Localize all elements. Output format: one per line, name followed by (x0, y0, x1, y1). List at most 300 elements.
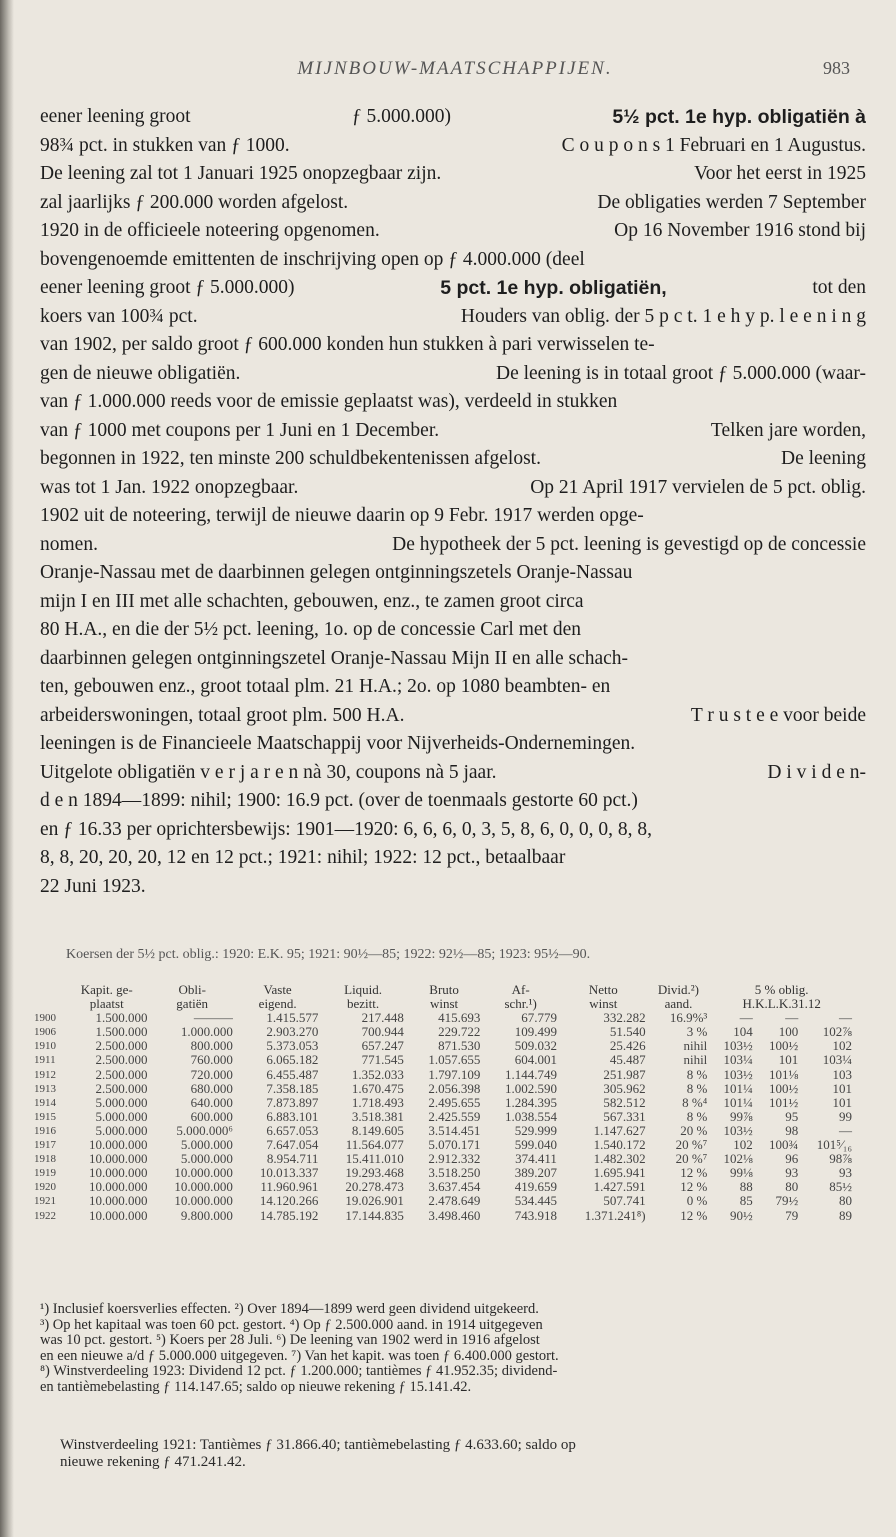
table-cell: 17.144.835 (345, 1207, 404, 1223)
table-cell: 80 (785, 1179, 799, 1195)
text-line (40, 531, 866, 560)
table-cell: — (839, 1122, 852, 1138)
table-cell: 99 (839, 1108, 852, 1124)
table-cell: 85½ (829, 1179, 852, 1195)
table-row (32, 1096, 854, 1110)
text-segment: De leening (780, 448, 866, 469)
column-header: plaatst (89, 996, 124, 1012)
table-cell: 79½ (775, 1193, 799, 1209)
table-cell: 2.912.332 (428, 1151, 481, 1167)
table-cell: 0 % (686, 1193, 708, 1209)
table-cell: 12 % (680, 1165, 708, 1181)
table-cell: 101 (832, 1080, 852, 1096)
table-cell: 16.9%³ (669, 1010, 708, 1026)
table-cell: 101¼ (723, 1094, 753, 1110)
column-header: Kapit. ge- (80, 982, 133, 997)
text-line (40, 787, 866, 816)
table-cell: 15.411.010 (345, 1151, 404, 1167)
table-cell: 1.057.655 (428, 1052, 481, 1068)
text-segment: Op 21 April 1917 vervielen de 5 pct. oblig. (530, 476, 866, 498)
text-segment: 5 pct. 1e hyp. obligatiën, (440, 277, 667, 299)
year-cell: 1915 (34, 1110, 56, 1123)
table-cell: 100¾ (768, 1137, 799, 1153)
table-cell: 760.000 (190, 1052, 233, 1068)
table-cell: 25.426 (609, 1038, 646, 1054)
note-line: ⁸) Winstverdeeling 1923: Dividend 12 pct. ƒ 1.200.000; tantièmes ƒ 41.952.35; dividend- (40, 1364, 558, 1379)
table-row (32, 1180, 854, 1194)
table-cell: 10.000.000 (88, 1151, 148, 1167)
table-cell: ——— (193, 1010, 233, 1026)
table-header-row (32, 997, 854, 1011)
table-cell: 45.487 (609, 1052, 646, 1068)
text-line (40, 873, 866, 902)
table-cell: 101 (832, 1094, 852, 1110)
table-cell: 6.065.182 (266, 1052, 319, 1068)
text-line (40, 417, 866, 446)
column-header (32, 983, 64, 997)
text-segment: eener leening groot ƒ 5.000.000) (40, 277, 295, 298)
table-cell: 102⅛ (723, 1151, 753, 1167)
table-cell: 99⅛ (730, 1165, 753, 1181)
text-segment: was tot 1 Jan. 1922 onopzegbaar. (40, 476, 299, 498)
financial-table (32, 983, 854, 1223)
table-cell: 8 % (686, 1066, 708, 1082)
note-line: Winstverdeeling 1921: Tantièmes ƒ 31.866.40; tantièmebelasting ƒ 4.633.60; saldo op (60, 1437, 576, 1453)
table-cell: 3.498.460 (428, 1207, 481, 1223)
table-cell: 3.637.454 (428, 1179, 481, 1195)
table-row (32, 1124, 854, 1138)
note-line: ³) Op het kapitaal was toen 60 pct. gestort. ⁴) Op ƒ 2.500.000 aand. in 1914 uitgegeven (40, 1317, 543, 1333)
table-cell: 103 (832, 1066, 852, 1082)
table-cell: 534.445 (514, 1193, 557, 1209)
text-line (40, 360, 866, 389)
table-cell: 100 (778, 1024, 799, 1040)
text-segment: d e n 1894—1899: nihil; 1900: 16.9 pct. (over de toenmaals gestorte 60 pct.) (40, 790, 638, 811)
table-cell: 10.000.000 (174, 1165, 233, 1181)
text-segment: De hypotheek der 5 pct. leening is gevestigd op de concessie (392, 533, 866, 555)
table-cell: 2.495.655 (428, 1094, 481, 1110)
table-cell: 100½ (768, 1080, 799, 1096)
table-cell: 582.512 (603, 1094, 646, 1110)
text-segment: T r u s t e e voor beide (690, 704, 866, 726)
page-number: 983 (823, 58, 850, 78)
text-segment: van 1902, per saldo groot ƒ 600.000 konden hun stukken à pari verwisselen te- (40, 334, 655, 355)
text-line (40, 759, 866, 788)
table-cell: 80 (839, 1193, 852, 1209)
column-header (32, 997, 64, 1011)
text-line (40, 702, 866, 731)
text-segment: 1920 in de officieele noteering opgenomen. (40, 220, 380, 241)
text-segment: van ƒ 1.000.000 reeds voor de emissie geplaatst was), verdeeld in stukken (40, 391, 618, 412)
table-cell: 771.545 (361, 1052, 404, 1068)
table-row (32, 1152, 854, 1166)
text-line (40, 673, 866, 702)
column-header: schr.¹) (504, 996, 537, 1012)
column-header: Divid.²) (657, 982, 700, 997)
table-cell: 305.962 (603, 1080, 646, 1096)
text-line (40, 388, 866, 417)
text-segment: De leening zal tot 1 Januari 1925 onopzegbaar zijn. (40, 163, 442, 184)
table-cell: 415.693 (438, 1010, 481, 1026)
footnotes (40, 1302, 856, 1395)
column-header: Netto (588, 982, 618, 997)
table-cell: 1.147.627 (593, 1122, 646, 1138)
text-line (40, 616, 866, 645)
table-cell: 2.500.000 (95, 1038, 148, 1054)
column-header: Vaste (263, 982, 292, 997)
table-cell: 1.352.033 (351, 1066, 404, 1082)
table-cell: 700.944 (361, 1024, 404, 1040)
column-header: Liquid. (344, 982, 383, 997)
text-line (40, 189, 866, 218)
text-line (40, 132, 866, 161)
table-cell: 2.903.270 (266, 1024, 319, 1040)
text-line (40, 588, 866, 617)
table-cell: 7.873.897 (266, 1094, 319, 1110)
text-segment: zal jaarlijks ƒ 200.000 worden afgelost. (40, 191, 349, 213)
table-cell: 9.800.000 (180, 1207, 233, 1223)
column-header: Af- (511, 982, 530, 997)
text-segment: koers van 100¾ pct. (40, 305, 198, 327)
column-header: winst (589, 996, 618, 1012)
table-cell: 600.000 (190, 1108, 233, 1124)
year-cell: 1910 (34, 1040, 56, 1053)
table-cell: 10.000.000 (174, 1193, 233, 1209)
table-cell: 8 %⁴ (682, 1094, 708, 1110)
year-cell: 1906 (34, 1026, 56, 1039)
table-cell: 5.373.053 (266, 1038, 319, 1054)
table-row (32, 1025, 854, 1039)
table-cell: 332.282 (603, 1010, 646, 1026)
table-cell: 743.918 (514, 1207, 557, 1223)
year-cell: 1917 (34, 1139, 56, 1152)
text-segment: 22 Juni 1923. (40, 875, 146, 897)
text-line (40, 474, 866, 503)
table-cell: 101 (778, 1052, 799, 1068)
table-cell: 90½ (730, 1207, 753, 1223)
table-cell: 217.448 (361, 1010, 404, 1026)
year-cell: 1911 (34, 1054, 56, 1067)
table-cell: 5.000.000 (95, 1094, 148, 1110)
table-cell: 104 (733, 1024, 753, 1040)
table-cell: 5.000.000 (180, 1151, 233, 1167)
table-cell: 101¼ (723, 1080, 753, 1096)
text-segment: en ƒ 16.33 per oprichtersbewijs: 1901—1920: 6, 6, 6, 0, 3, 5, 8, 6, 0, 0, 0, 8, 8, (40, 818, 653, 840)
table-cell: 20.278.473 (345, 1179, 404, 1195)
table-cell: 93 (839, 1165, 852, 1181)
text-line (40, 331, 866, 360)
column-header: H.K.L.K.31.12 (742, 996, 821, 1012)
text-segment: leeningen is de Financieele Maatschappij voor Nijverheids-Ondernemingen. (40, 733, 636, 754)
table-row (32, 1138, 854, 1152)
table-cell: 1.002.590 (504, 1080, 557, 1096)
table-cell: 5.000.000⁶ (176, 1122, 233, 1138)
column-header: bezitt. (347, 996, 380, 1012)
table-cell: 1.540.172 (593, 1137, 646, 1153)
table-cell: 19.026.901 (345, 1193, 404, 1209)
table-cell: 2.478.649 (428, 1193, 481, 1209)
table-cell: 5.000.000 (95, 1108, 148, 1124)
table-cell: 101⅛ (768, 1066, 799, 1082)
table-cell: 85 (739, 1193, 753, 1209)
table-cell: 99⅞ (730, 1108, 753, 1124)
year-cell: 1900 (34, 1012, 56, 1025)
table-header-row (32, 983, 854, 997)
text-line (40, 274, 866, 303)
text-segment: daarbinnen gelegen ontginningszetel Oranje-Nassau Mijn II en alle schach- (40, 647, 629, 669)
table-row (32, 1068, 854, 1082)
column-header: gatiën (176, 996, 209, 1012)
text-line (40, 246, 866, 275)
table-cell: 100½ (768, 1038, 799, 1054)
year-cell: 1919 (34, 1167, 56, 1180)
table-cell: 599.040 (514, 1137, 557, 1153)
table-cell: 1.797.109 (428, 1066, 481, 1082)
text-segment: Op 16 November 1916 stond bij (614, 220, 866, 241)
column-header: Bruto (429, 982, 459, 997)
table-cell: 10.000.000 (88, 1179, 148, 1195)
note-line: en een nieuwe a/d ƒ 5.000.000 uitgegeven. ⁷) Van het kapit. was toen ƒ 6.400.000 gestort. (40, 1348, 559, 1364)
table-cell: 10.000.000 (88, 1207, 148, 1223)
text-line (40, 217, 866, 246)
table-cell: 8 % (686, 1108, 708, 1124)
table-cell: 7.358.185 (266, 1080, 319, 1096)
text-segment: D i v i d e n- (767, 761, 866, 783)
table-cell: 51.540 (609, 1024, 646, 1040)
table-cell: 20 %⁷ (675, 1151, 708, 1167)
table-cell: — (785, 1010, 799, 1026)
year-cell: 1912 (34, 1068, 56, 1081)
table-cell: 1.415.577 (266, 1010, 319, 1026)
table-cell: 529.999 (514, 1122, 557, 1138)
text-line (40, 502, 866, 531)
table-cell: 6.657.053 (266, 1122, 319, 1138)
column-header: Obli- (178, 982, 206, 997)
text-segment: 8, 8, 20, 20, 20, 12 en 12 pct.; 1921: nihil; 1922: 12 pct., betaalbaar (40, 847, 566, 868)
table-cell: 103¼ (822, 1052, 852, 1068)
table-row (32, 1194, 854, 1208)
table-cell: 14.120.266 (259, 1193, 319, 1209)
table-cell: 640.000 (190, 1094, 233, 1110)
table-cell: 8 % (686, 1080, 708, 1096)
text-segment: Telken jare worden, (710, 419, 866, 441)
table-cell: 102 (733, 1137, 753, 1153)
table-cell: 103½ (723, 1038, 753, 1054)
table-cell: 67.779 (521, 1010, 557, 1026)
table-cell: 6.883.101 (266, 1108, 319, 1124)
table-cell: 89 (839, 1207, 852, 1223)
table-cell: 79 (785, 1207, 799, 1223)
text-line (40, 645, 866, 674)
text-segment: nomen. (40, 533, 98, 555)
table-cell: 657.247 (361, 1038, 404, 1054)
table-cell: 374.411 (515, 1151, 557, 1167)
table-row (32, 1110, 854, 1124)
table-cell: 3.514.451 (428, 1122, 481, 1138)
table-cell: 567.331 (603, 1108, 646, 1124)
table-cell: 96 (785, 1151, 799, 1167)
note-line: en tantièmebelasting ƒ 114.147.65; saldo op nieuwe rekening ƒ 15.141.42. (40, 1379, 472, 1395)
text-segment: bovengenoemde emittenten de inschrijving open op ƒ 4.000.000 (deel (40, 248, 585, 270)
table-cell: 5.070.171 (428, 1137, 481, 1153)
text-line (40, 559, 866, 588)
text-segment: ƒ 5.000.000) (351, 106, 452, 127)
table-cell: 10.000.000 (88, 1193, 148, 1209)
table-cell: 10.013.337 (259, 1165, 319, 1181)
table-cell: 2.500.000 (95, 1066, 148, 1082)
text-segment: De leening is in totaal groot ƒ 5.000.000 (waar- (495, 362, 866, 384)
table-cell: 88 (739, 1179, 753, 1195)
table-cell: 11.960.961 (260, 1179, 319, 1195)
year-cell: 1918 (34, 1153, 56, 1166)
table-cell: 1.670.475 (351, 1080, 404, 1096)
table-cell: 509.032 (514, 1038, 557, 1054)
note-line: ¹) Inclusief koersverlies effecten. ²) Over 1894—1899 werd geen dividend uitgekeerd. (40, 1302, 539, 1317)
table-cell: 507.741 (603, 1193, 646, 1209)
winstverdeeling (60, 1437, 856, 1471)
table-cell: 1.000.000 (180, 1024, 233, 1040)
column-header: aand. (664, 996, 693, 1012)
year-cell: 1914 (34, 1096, 56, 1109)
table-cell: 101⁵⁄₁₆ (816, 1137, 852, 1153)
text-segment: 5½ pct. 1e hyp. obligatiën à (612, 106, 866, 128)
table-cell: 1.500.000 (95, 1024, 148, 1040)
text-segment: Houders van oblig. der 5 p c t. 1 e h y p. l e e n i n g (460, 305, 866, 327)
table-row (32, 1209, 854, 1223)
text-segment: 1902 uit de noteering, terwijl de nieuwe daarin op 9 Febr. 1917 werden opge- (40, 505, 644, 526)
text-segment: begonnen in 1922, ten minste 200 schuldbekentenissen afgelost. (40, 448, 541, 469)
text-segment: Voor het eerst in 1925 (694, 163, 866, 184)
text-segment: gen de nieuwe obligatiën. (40, 362, 241, 384)
table-cell: 7.647.054 (266, 1137, 319, 1153)
table-cell: 10.000.000 (88, 1137, 148, 1153)
year-cell: 1913 (34, 1082, 56, 1095)
table-cell: 2.056.398 (428, 1080, 481, 1096)
text-segment: Uitgelote obligatiën v e r j a r e n nà 30, coupons nà 5 jaar. (40, 761, 497, 783)
table-cell: 103½ (723, 1122, 753, 1138)
page-header (60, 58, 850, 88)
table-cell: 10.000.000 (174, 1179, 233, 1195)
table-cell: 3.518.381 (351, 1108, 404, 1124)
table-cell: 1.371.241⁸) (584, 1207, 646, 1223)
table-cell: nihil (683, 1038, 708, 1054)
table-cell: 680.000 (190, 1080, 233, 1096)
page-binding-edge (0, 0, 14, 1537)
table-cell: 20 % (680, 1122, 708, 1138)
note-line: nieuwe rekening ƒ 471.241.42. (60, 1454, 246, 1470)
text-line (40, 303, 866, 332)
text-segment: ten, gebouwen enz., groot totaal plm. 21 H.A.; 2o. op 1080 beambten- en (40, 676, 611, 697)
table-cell: 12 % (680, 1207, 708, 1223)
table-cell: 1.284.395 (504, 1094, 557, 1110)
text-line (40, 844, 866, 873)
table-cell: 8.954.711 (266, 1151, 319, 1167)
table-cell: 720.000 (190, 1066, 233, 1082)
column-header: winst (430, 996, 459, 1012)
table-cell: 1.144.749 (504, 1066, 557, 1082)
table-cell: 14.785.192 (259, 1207, 319, 1223)
table-cell: 19.293.468 (345, 1165, 404, 1181)
table-row (32, 1082, 854, 1096)
year-cell: 1922 (34, 1209, 56, 1222)
table-cell: 2.425.559 (428, 1108, 481, 1124)
table-cell: 20 %⁷ (675, 1137, 708, 1153)
table-cell: 5.000.000 (180, 1137, 233, 1153)
table-row (32, 1039, 854, 1053)
text-segment: eener leening groot (40, 106, 191, 127)
table-row (32, 1011, 854, 1025)
table-cell: 12 % (680, 1179, 708, 1195)
table-cell: 11.564.077 (345, 1137, 404, 1153)
table-cell: 419.659 (514, 1179, 557, 1195)
year-cell: 1920 (34, 1181, 56, 1194)
table-cell: 3 % (686, 1024, 708, 1040)
koersen-line: Koersen der 5½ pct. oblig.: 1920: E.K. 95; 1921: 90½—85; 1922: 92½—85; 1923: 95½—90. (66, 947, 591, 962)
year-cell: 1916 (34, 1124, 56, 1137)
text-segment: C o u p o n s 1 Februari en 1 Augustus. (561, 134, 866, 156)
table-row (32, 1166, 854, 1180)
running-title: MIJNBOUW-MAATSCHAPPIJEN. (297, 58, 613, 79)
table-cell: 251.987 (603, 1066, 646, 1082)
table-cell: 2.500.000 (95, 1052, 148, 1068)
table-cell: 1.038.554 (504, 1108, 557, 1124)
table-cell: 604.001 (514, 1052, 557, 1068)
text-segment: 98¾ pct. in stukken van ƒ 1000. (40, 134, 290, 156)
text-line (40, 816, 866, 845)
table-cell: 1.482.302 (593, 1151, 646, 1167)
table-cell: 103¼ (723, 1052, 753, 1068)
text-line (40, 445, 866, 474)
note-line: was 10 pct. gestort. ⁵) Koers per 28 Juli. ⁶) De leening van 1902 werd in 1916 afgelost (40, 1333, 540, 1348)
text-segment: arbeiderswoningen, totaal groot plm. 500 H.A. (40, 704, 405, 726)
table-cell: 229.722 (438, 1024, 481, 1040)
table-cell: 3.518.250 (428, 1165, 481, 1181)
table-cell: 389.207 (514, 1165, 557, 1181)
table-cell: 5.000.000 (95, 1122, 148, 1138)
text-segment: 80 H.A., en die der 5½ pct. leening, 1o. op de concessie Carl met den (40, 619, 581, 640)
text-segment: mijn I en III met alle schachten, gebouwen, enz., te zamen groot circa (40, 590, 584, 612)
table-cell: — (839, 1010, 852, 1026)
text-segment: De obligaties werden 7 September (597, 191, 866, 213)
table-cell: 101½ (768, 1094, 799, 1110)
table-row (32, 1053, 854, 1067)
table-cell: 109.499 (514, 1024, 557, 1040)
table-cell: 98 (785, 1122, 799, 1138)
table-cell: 102⅞ (822, 1024, 852, 1040)
column-header: eigend. (258, 996, 297, 1012)
table-cell: 93 (785, 1165, 799, 1181)
table-cell: 2.500.000 (95, 1080, 148, 1096)
table-cell: 1.695.941 (593, 1165, 646, 1181)
body-text (40, 103, 866, 901)
text-segment: Oranje-Nassau met de daarbinnen gelegen ontginningszetels Oranje-Nassau (40, 562, 633, 583)
table-cell: 103½ (723, 1066, 753, 1082)
table-cell: — (739, 1010, 753, 1026)
text-segment: tot den (812, 277, 866, 298)
text-line (40, 103, 866, 132)
column-header: 5 % oblig. (754, 982, 809, 997)
text-line (40, 730, 866, 759)
text-line (40, 160, 866, 189)
table-cell: 871.530 (438, 1038, 481, 1054)
table-cell: nihil (683, 1052, 708, 1068)
table-cell: 800.000 (190, 1038, 233, 1054)
table-cell: 98⅞ (829, 1151, 852, 1167)
year-cell: 1921 (34, 1195, 56, 1208)
table-cell: 1.427.591 (593, 1179, 646, 1195)
table-cell: 8.149.605 (351, 1122, 404, 1138)
table-cell: 102 (832, 1038, 852, 1054)
